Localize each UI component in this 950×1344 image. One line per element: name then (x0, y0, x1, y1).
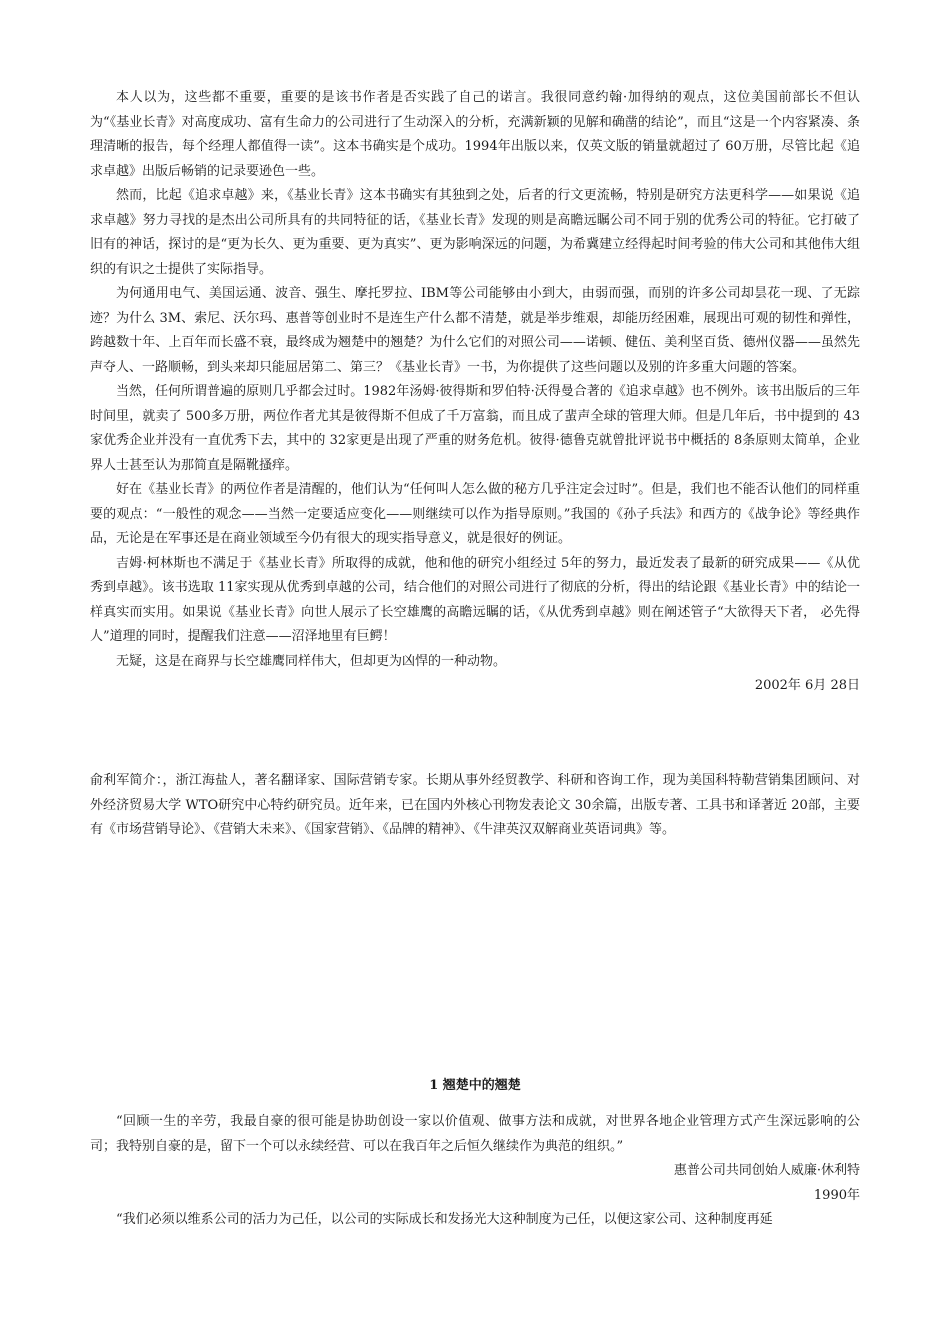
quote-attribution: 惠普公司共同创始人威廉·休利特 (673, 1163, 860, 1178)
preface-paragraph-3: 为何通用电气、美国运通、波音、强生、摩托罗拉、IBM等公司能够由小到大，由弱而强，而别的许多公司却昙花一现、了无踪迹？为什么 3M、索尼、沃尔玛、惠普等创业时不是连生产什么都不清楚，就是举步维艰，却能历经困难，展现出可观的韧性和弹性，跨越数十年、上百年而长盛不衰，最终成为翘楚中的翘楚？为什么它们的对照公司——诺顿、健伍、美利坚百货、德州仪器——虽然先声夺人、一路顺畅，到头来却只能屈居第二、第三？《基业长青》一书，为你提供了这些问题以及别的许多重大问题的答案。 (90, 286, 860, 375)
preface-date: 2002年 6月 28日 (754, 678, 860, 693)
chapter-quote-1: “回顾一生的辛劳，我最自豪的很可能是协助创设一家以价值观、做事方法和成就，对世界各地企业管理方式产生深远影响的公司；我特别自豪的是，留下一个可以永续经营、可以在我百年之后恒久继续作为典范的组织。” (90, 1114, 860, 1154)
preface-paragraph-5: 好在《基业长青》的两位作者是清醒的，他们认为“任何叫人怎么做的秘方几乎注定会过时”。但是，我们也不能否认他们的同样重要的观点：“一般性的观念——当然一定要适应变化——则继续可以作为指导原则。”我国的《孙子兵法》和西方的《战争论》等经典作品，无论是在军事还是在商业领域至今仍有很大的现实指导意义，就是很好的例证。 (90, 482, 860, 546)
preface-section (90, 86, 860, 699)
translator-bio-section (90, 769, 860, 843)
preface-paragraph-4: 当然，任何所谓普遍的原则几乎都会过时。1982年汤姆·彼得斯和罗伯特·沃得曼合著的《追求卓越》也不例外。该书出版后的三年时间里，就卖了 500多万册，两位作者尤其是彼得斯不但成了千万富翁，而且成了蜚声全球的管理大师。但是几年后，书中提到的 43家优秀企业并没有一直优秀下去，其中的 32家更是出现了严重的财务危机。彼得·德鲁克就曾批评说书中概括的 8条原则太简单，企业界人士甚至认为那简直是隔靴搔痒。 (90, 384, 860, 473)
chapter-quote-2: “我们必须以维系公司的活力为己任，以公司的实际成长和发扬光大这种制度为己任，以便这家公司、这种制度再延 (116, 1212, 773, 1227)
preface-paragraph-1: 本人以为，这些都不重要，重要的是该书作者是否实践了自己的诺言。我很同意约翰·加得纳的观点，这位美国前部长不但认为“《基业长青》对高度成功、富有生命力的公司进行了生动深入的分析，充满新颖的见解和确凿的结论”，而且“这是一个内容紧凑、条理清晰的报告，每个经理人都值得一读”。这本书确实是个成功。1994年出版以来，仅英文版的销量就超过了 60万册，尽管比起《追求卓越》出版后畅销的记录要逊色一些。 (90, 90, 860, 179)
chapter-section (90, 1110, 860, 1233)
chapter-title: 1 翘楚中的翘楚 (429, 1078, 521, 1093)
quote-year: 1990年 (813, 1187, 860, 1203)
preface-paragraph-2: 然而，比起《追求卓越》来，《基业长青》这本书确实有其独到之处，后者的行文更流畅，特别是研究方法更科学——如果说《追求卓越》努力寻找的是杰出公司所具有的共同特征的话，《基业长青》发现的则是高瞻远瞩公司不同于别的优秀公司的特征。它打破了旧有的神话，探讨的是“更为长久、更为重要、更为真实”、更为影响深远的问题，为希冀建立经得起时间考验的伟大公司和其他伟大组织的有识之士提供了实际指导。 (90, 188, 860, 277)
preface-paragraph-7: 无疑，这是在商界与长空雄鹰同样伟大，但却更为凶悍的一种动物。 (116, 653, 507, 669)
translator-bio: 俞利军简介：，浙江海盐人，著名翻译家、国际营销专家。长期从事外经贸教学、科研和咨询工作，现为美国科特勒营销集团顾问、对外经济贸易大学 WTO研究中心特约研究员。近年来，已在国内外核心刊物发表论文 30余篇，出版专著、工具书和译著近 20部，主要有《市场营销导论》、《营销大未来》、《国家营销》、《品牌的精神》、《牛津英汉双解商业英语词典》等。 (90, 773, 860, 837)
preface-paragraph-6: 吉姆·柯林斯也不满足于《基业长青》所取得的成就，他和他的研究小组经过 5年的努力，最近发表了最新的研究成果——《从优秀到卓越》。该书选取 11家实现从优秀到卓越的公司，结合他们的对照公司进行了彻底的分析，得出的结论跟《基业长青》中的结论一样真实而实用。如果说《基业长青》向世人展示了长空雄鹰的高瞻远瞩的话，《从优秀到卓越》则在阐述管子“大欲得天下者， 必先得人”道理的同时，提醒我们注意——沼泽地里有巨鳄！ (90, 555, 860, 644)
